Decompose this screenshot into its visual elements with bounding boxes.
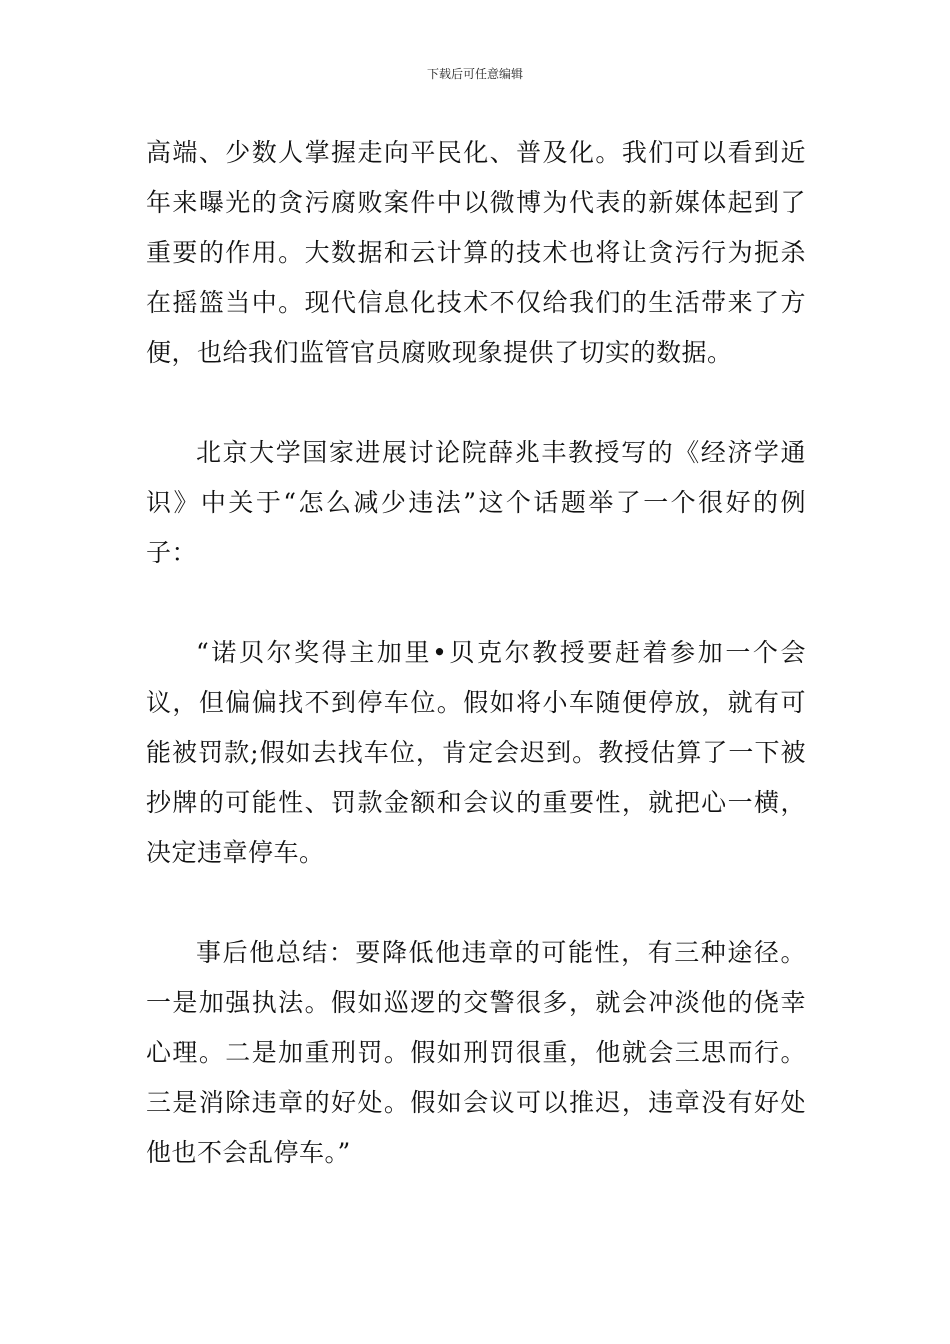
paragraph-continuation: 高端、少数人掌握走向平民化、普及化。我们可以看到近年来曝光的贪污腐败案件中以微博为代表的新媒体起到了重要的作用。大数据和云计算的技术也将让贪污行为扼杀在摇篮当中。现代信息化技术不仅给我们的生活带来了方便，也给我们监管官员腐败现象提供了切实的数据。: [146, 138, 806, 367]
paragraph-book-reference: 北京大学国家进展讨论院薛兆丰教授写的《经济学通识》中关于“怎么减少违法”这个话题举了一个很好的例子：: [146, 438, 806, 567]
paragraph-spacer: [146, 378, 806, 428]
paragraph-quote-conclusion: 事后他总结：要降低他违章的可能性，有三种途径。一是加强执法。假如巡逻的交警很多，就会冲淡他的侥幸心理。二是加重刑罚。假如刑罚很重，他就会三思而行。三是消除违章的好处。假如会议可以推迟，违章没有好处他也不会乱停车。”: [146, 938, 806, 1167]
paragraph-spacer: [146, 878, 806, 928]
document-body: [146, 128, 806, 1178]
page-header-note: 下载后可任意编辑: [426, 67, 523, 81]
paragraph-spacer: [146, 578, 806, 628]
paragraph-quote-story: “诺贝尔奖得主加里•贝克尔教授要赶着参加一个会议，但偏偏找不到停车位。假如将小车随便停放，就有可能被罚款;假如去找车位，肯定会迟到。教授估算了一下被抄牌的可能性、罚款金额和会议的重要性，就把心一横，决定违章停车。: [146, 638, 806, 867]
